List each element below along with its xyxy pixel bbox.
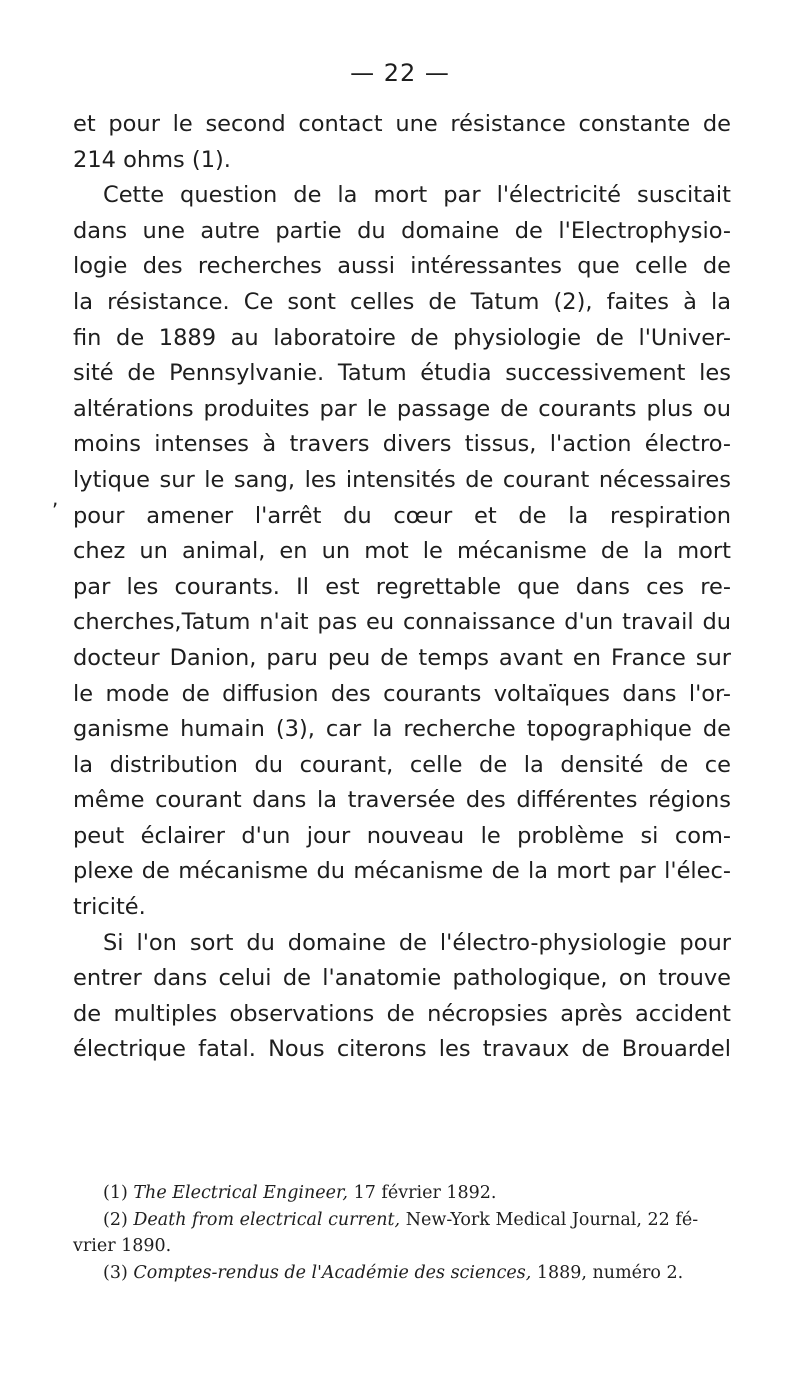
footnote-marker: (3): [103, 1262, 128, 1283]
text-line: la résistance. Ce sont celles de Tatum (2), faites à la: [73, 288, 731, 315]
text-line: entrer dans celui de l'anatomie pathologique, on trouve: [73, 965, 731, 992]
footnote-text: 1889, numéro 2.: [536, 1262, 684, 1283]
margin-mark: ,: [52, 486, 59, 510]
text-line: même courant dans la traversée des différentes régions: [73, 787, 731, 814]
text-line: de multiples observations de nécropsies après accident: [73, 1000, 731, 1027]
footnote-text: New-York Medical Journal, 22 fé-: [405, 1209, 699, 1230]
text-line: plexe de mécanisme du mécanisme de la mort par l'élec-: [73, 858, 731, 885]
text-line: moins intenses à travers divers tissus, l'action électro-: [73, 431, 731, 458]
footnote-text: 17 février 1892.: [353, 1183, 497, 1203]
text-line: le mode de diffusion des courants voltaïques dans l'or-: [73, 680, 731, 707]
text-line: altérations produites par le passage de courants plus ou: [73, 395, 731, 422]
text-line: la distribution du courant, celle de la densité de ce: [73, 751, 731, 778]
footnote-title: The Electrical Engineer,: [133, 1183, 348, 1203]
text-line: et pour le second contact une résistance constante de: [73, 111, 731, 137]
text-line: tricité.: [73, 894, 146, 921]
text-line: électrique fatal. Nous citerons les travaux de Brouardel: [73, 1036, 731, 1063]
footnote-3: [73, 1260, 731, 1287]
footnote-title: Comptes-rendus de l'Académie des sciences,: [133, 1262, 532, 1283]
page-number: — 22 —: [350, 59, 450, 87]
text-line: pour amener l'arrêt du cœur et de la respiration: [73, 502, 731, 529]
footnote-marker: (1): [103, 1183, 128, 1203]
text-line: Si l'on sort du domaine de l'électro-physiologie pour: [103, 929, 731, 956]
text-line: chez un animal, en un mot le mécanisme de la mort: [73, 538, 731, 565]
text-line: par les courants. Il est regrettable que dans ces re-: [73, 573, 731, 600]
footnotes: [73, 1180, 731, 1286]
text-line: cherches,Tatum n'ait pas eu connaissance d'un travail du: [73, 609, 731, 636]
footnote-marker: (2): [103, 1209, 128, 1230]
text-line: sité de Pennsylvanie. Tatum étudia successivement les: [73, 360, 731, 387]
body-text: [73, 107, 731, 1068]
footnote-1: [73, 1180, 731, 1207]
text-line: docteur Danion, paru peu de temps avant en France sur: [73, 644, 731, 671]
text-line: ganisme humain (3), car la recherche topographique de: [73, 716, 731, 743]
text-line: peut éclairer d'un jour nouveau le problème si com-: [73, 822, 731, 849]
footnote-2: [73, 1207, 731, 1234]
text-line: lytique sur le sang, les intensités de courant nécessaires: [73, 466, 731, 493]
text-line: logie des recherches aussi intéressantes que celle de: [73, 253, 731, 280]
text-line: dans une autre partie du domaine de l'Electrophysio-: [73, 217, 731, 244]
text-line: 214 ohms (1).: [73, 146, 231, 173]
text-line: fin de 1889 au laboratoire de physiologie de l'Univer-: [73, 324, 731, 351]
text-line: Cette question de la mort par l'électricité suscitait: [103, 182, 731, 209]
footnote-title: Death from electrical current,: [133, 1209, 401, 1230]
footnote-2-continuation: vrier 1890.: [73, 1236, 172, 1256]
